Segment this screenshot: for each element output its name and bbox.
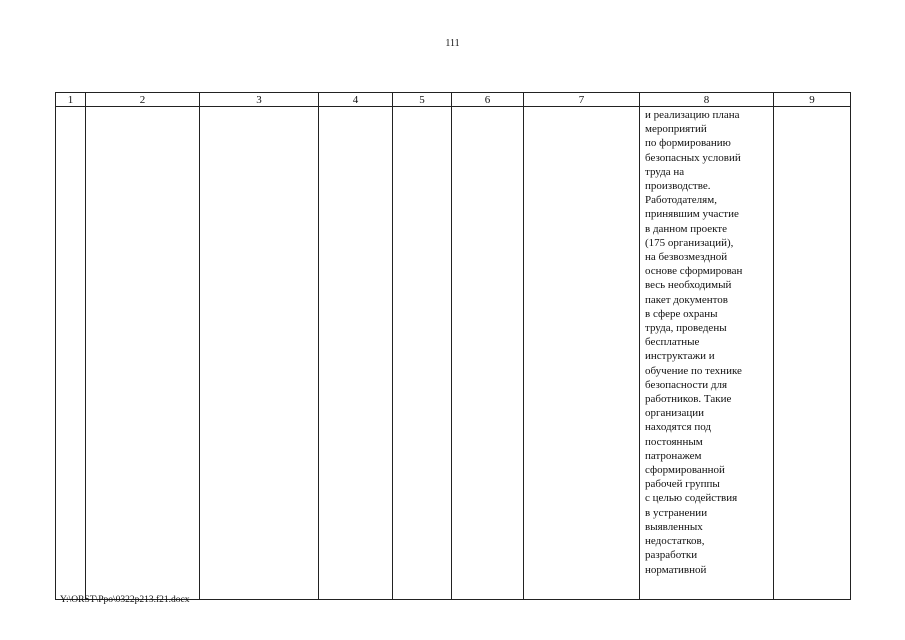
table-cell-col7: [524, 107, 640, 600]
table-cell-col1: [56, 107, 86, 600]
cell-text-line: Работодателям,: [645, 194, 717, 207]
cell-text-line: разработки: [645, 549, 698, 562]
cell-text-line: в устранении: [645, 506, 708, 519]
cell-text-line: принявшим участие: [645, 208, 739, 221]
column-header-2: 2: [86, 93, 200, 107]
cell-text-line: труда, проведены: [645, 322, 727, 335]
footer-file-path: Y:\ORST\Ppo\0322p213.f21.docx: [60, 595, 190, 605]
cell-text-line: работников. Такие: [645, 393, 732, 406]
cell-text-line: и реализацию плана: [645, 109, 740, 121]
cell-text-line: труда на: [645, 165, 685, 178]
table-cell-col8: [640, 107, 774, 600]
table-row: [56, 107, 851, 600]
cell-text-line: организации: [645, 407, 705, 420]
cell-text-line: инструктажи и: [645, 350, 715, 363]
column-header-3: 3: [200, 93, 319, 107]
cell-text-line: пакет документов: [645, 293, 729, 306]
table-cell-text: [640, 107, 773, 577]
column-header-5: 5: [393, 93, 452, 107]
cell-text-line: в данном проекте: [645, 222, 727, 235]
cell-text-line: (175 организаций),: [645, 236, 734, 249]
table-cell-col3: [200, 107, 319, 600]
column-header-8: 8: [640, 93, 774, 107]
header-row: [56, 93, 851, 107]
cell-text-line: безопасных условий: [645, 151, 741, 164]
table-cell-col6: [452, 107, 524, 600]
cell-text-line: находятся под: [645, 421, 711, 434]
table-cell-col5: [393, 107, 452, 600]
cell-text-line: выявленных: [645, 520, 703, 533]
table-cell-col9: [774, 107, 851, 600]
cell-text-line: бесплатные: [645, 336, 700, 349]
page-number: 111: [445, 38, 460, 49]
cell-text-line: патронажем: [645, 449, 702, 462]
cell-text-line: сформированной: [645, 464, 725, 477]
cell-text-line: недостатков,: [645, 535, 705, 548]
cell-text-line: производстве.: [645, 180, 711, 193]
cell-text-line: по формированию: [645, 137, 731, 150]
column-header-4: 4: [319, 93, 393, 107]
column-header-7: 7: [524, 93, 640, 107]
cell-text-line: рабочей группы: [645, 478, 720, 491]
cell-text-line: с целью содействия: [645, 492, 738, 505]
column-header-9: 9: [774, 93, 851, 107]
cell-text-line: безопасности для: [645, 378, 728, 391]
cell-text-line: обучение по технике: [645, 364, 742, 377]
cell-text-line: весь необходимый: [645, 279, 732, 292]
cell-text-line: на безвозмездной: [645, 251, 728, 264]
column-header-6: 6: [452, 93, 524, 107]
cell-text-line: нормативной: [645, 563, 707, 576]
column-header-1: 1: [56, 93, 86, 107]
cell-text-line: основе сформирован: [645, 265, 743, 278]
table-cell-col2: [86, 107, 200, 600]
cell-text-line: постоянным: [645, 435, 703, 448]
cell-text-line: мероприятий: [645, 123, 707, 136]
cell-text-line: в сфере охраны: [645, 307, 718, 320]
data-table: [55, 92, 851, 600]
table-cell-col4: [319, 107, 393, 600]
